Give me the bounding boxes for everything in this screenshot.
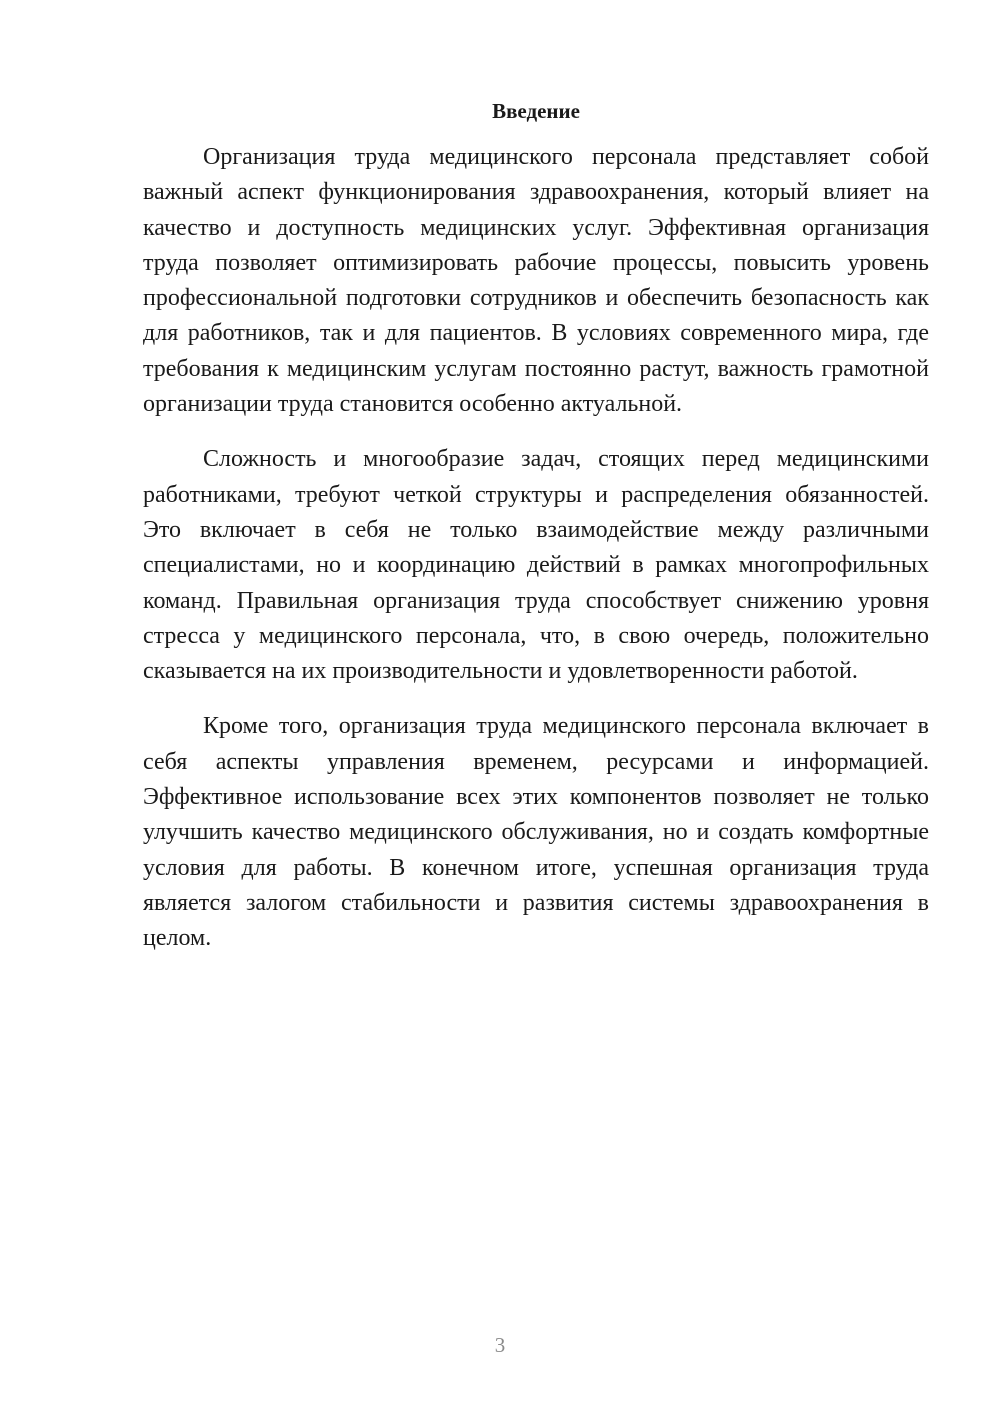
page-content — [143, 96, 929, 977]
paragraph-3: Кроме того, организация труда медицинского персонала включает в себя аспекты управления временем, ресурсами и информацией. Эффективное использование всех этих компонентов позволяет не только улучшить качество медицинского обслуживания, но и создать комфортные условия для работы. В конечном итоге, успешная организация труда является залогом стабильности и развития системы здравоохранения в целом. — [143, 713, 929, 952]
paragraph-2: Сложность и многообразие задач, стоящих перед медицинскими работниками, требуют четкой структуры и распределения обязанностей. Это включает в себя не только взаимодействие между различными специалистами, но и координацию действий в рамках многопрофильных команд. Правильная организация труда способствует снижению уровня стресса у медицинского персонала, что, в свою очередь, положительно сказывается на их производительности и удовлетворенности работой. — [143, 446, 929, 685]
page-number: 3 — [494, 1333, 506, 1357]
paragraph-1: Организация труда медицинского персонала представляет собой важный аспект функционирования здравоохранения, который влияет на качество и доступность медицинских услуг. Эффективная организация труда позволяет оптимизировать рабочие процессы, повысить уровень профессиональной подготовки сотрудников и обеспечить безопасность как для работников, так и для пациентов. В условиях современного мира, где требования к медицинским услугам постоянно растут, важность грамотной организации труда становится особенно актуальной. — [143, 144, 929, 418]
section-title: Введение — [492, 99, 580, 123]
